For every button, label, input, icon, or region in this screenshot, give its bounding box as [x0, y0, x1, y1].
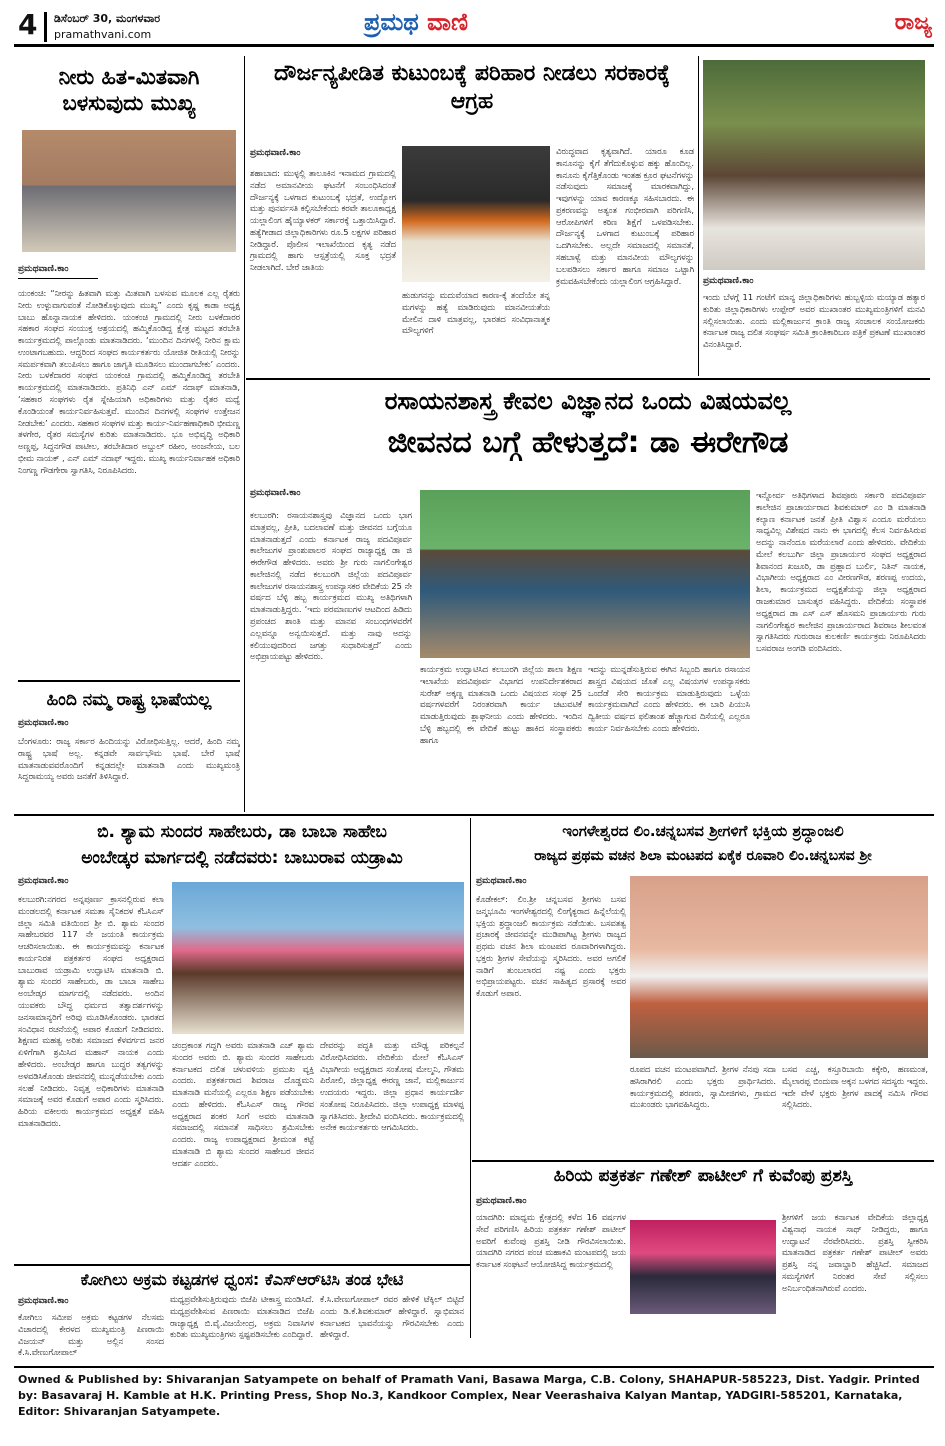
compensation-body-left: ಶಹಾಬಾದ: ಮುಳ್ಳಲ್ಲಿ ತಾಲೂಕಿನ ಇನಾಮದ ಗ್ರಾಮದಲ್ಲಿ ನಡೆದ ಅಮಾನವೀಯ ಘಟನೆಗೆ ಸಂಬಂಧಿಸಿದಂತೆ ದೌರ್ಜನ್ಯಕ್ಕೆ ಒಳಗಾದ ಕುಟುಂಬಕ್ಕೆ ಭದ್ರತೆ, ಉದ್ಯೋಗ ಮತ್ತು ಪುನರ್ವಸತಿ ಕಲ್ಪಿಸಬೇಕೆಂದು ಕರವೇ ತಾಲೂಕಾಧ್ಯಕ್ಷ ಯಲ್ಲಾಲಿಂಗ ಹೈಯ್ಯಾಳಕರ್ ಸರ್ಕಾರಕ್ಕೆ ಒತ್ತಾಯಿಸಿದ್ದಾರೆ. ಹತ್ಯೆಗೀಡಾದ ಜಿಲ್ಲಾಧಿಕಾರಿಗಳು ರೂ.5 ಲಕ್ಷಗಳ ಪರಿಹಾರ ನೀಡಿದ್ದಾರೆ. ಪೊಲೀಸ ಇಲಾಖೆಯಿಂದ ಕೃತ್ಯ ನಡೆದ ಗ್ರಾಮದಲ್ಲಿ ಹಾಗು ಆಸ್ಪತ್ರೆಯಲ್ಲಿ ಸೂಕ್ತ ಭದ್ರತೆ ನೀಡಲಾಗಿದೆ. ಬೇರೆ ಜಾತಿಯ — [250, 168, 396, 273]
compensation-body-right: ವಿರುದ್ಧವಾದ ಕೃತ್ಯವಾಗಿದೆ. ಯಾರೂ ಕೂಡ ಕಾನೂನನ್ನು ಕೈಗೆ ತೆಗೆದುಕೊಳ್ಳುವ ಹಕ್ಕು ಹೊಂದಿಲ್ಲ. ಕಾನೂನು ಕೈಗೆತ್ತಿಕೊಂಡು ಇಂತಹ ಕ್ರೂರ ಘಟನೆಗಳನ್ನು ನಡೆಸುವುದು ಸಮಾಜಕ್ಕೆ ಮಾರಕವಾಗಿದ್ದು, ಇವುಗಳನ್ನು ಯಾವ ಕಾರಣಕ್ಕೂ ಸಹಿಸಬಾರದು. ಈ ಪ್ರಕರಣವನ್ನು ಅತ್ಯಂತ ಗಂಭೀರವಾಗಿ ಪರಿಗಣಿಸಿ, ಆರೋಪಿಗಳಿಗೆ ಕಠಿಣ ಶಿಕ್ಷೆಗೆ ಒಳಪಡಿಸಬೇಕು. ದೌರ್ಜನ್ಯಕ್ಕೆ ಒಳಗಾದ ಕುಟುಂಬಕ್ಕೆ ಪರಿಹಾರ ಒದಗಿಸಬೇಕು. ಅಲ್ಲದೇ ಸಮಾಜದಲ್ಲಿ ಸಮಾನತೆ, ಸಹಬಾಳ್ವೆ ಮತ್ತು ಮಾನವೀಯ ಮೌಲ್ಯಗಳನ್ನು ಬಲಪಡಿಸಲು ಸರ್ಕಾರ ಹಾಗೂ ಸಮಾಜ ಒಟ್ಟಾಗಿ ಕ್ರಮವಹಿಸಬೇಕೆಂದು ಯಲ್ಲಾಲಿಂಗ ಆಗ್ರಹಿಸಿದ್ದಾರೆ. — [556, 146, 694, 286]
water-byline-rule — [18, 278, 98, 279]
basava-headline-1: ಇಂಗಳೇಶ್ವರದ ಲಿಂ.ಚನ್ನಬಸವ ಶ್ರೀಗಳಿಗೆ ಭಕ್ತಿಯ ಶ್ರದ್ಧಾಂಜಲಿ — [562, 822, 844, 840]
compensation-body-mid: ಹುಡುಗನನ್ನು ಮದುವೆಯಾದ ಕಾರಣ-ಕ್ಕೆ ತಂದೆಯೇ ತನ್ನ ಮಗಳನ್ನು ಹತ್ಯೆ ಮಾಡಿರುವುದು ಮಾನವೀಯತೆಯ ಮೇಲಿನ ದಾಳಿ ಮಾತ್ರವಲ್ಲ, ಭಾರತದ ಸಂವಿಧಾನಾತ್ಮಕ ಮೌಲ್ಯಗಳಿಗೆ — [402, 290, 550, 336]
row-rule-4 — [472, 1160, 934, 1162]
basava-tribute-photo — [630, 876, 928, 1058]
hindi-body: ಬೆಂಗಳೂರು: ರಾಜ್ಯ ಸರ್ಕಾರ ಹಿಂದಿಯನ್ನು ವಿರೋಧಿಸುತ್ತಿಲ್ಲ. ಆದರೆ, ಹಿಂದಿ ನಮ್ಮ ರಾಷ್ಟ್ರ ಭಾಷೆ ಅಲ್ಲ. ಕನ್ನಡವೇ ಸಾರ್ವಭೌಮ ಭಾಷೆ. ಬೇರೆ ಭಾಷೆ ಮಾತನಾಡುವವರೊಂದಿಗೆ ಕನ್ನಡದಲ್ಲೇ ಮಾತನಾಡಿ ಎಂದು ಮುಖ್ಯಮಂತ್ರಿ ಸಿದ್ದರಾಮಯ್ಯ ಅವರು ಜನತೆಗೆ ತಿಳಿಸಿದ್ದಾರೆ. — [18, 736, 240, 782]
title-word-1: ಪ್ರಮಥ — [364, 8, 419, 36]
row-rule-1 — [246, 378, 930, 380]
ambedkar-byline: ಪ್ರಮಥವಾಣಿ.ಕಾಂ — [18, 876, 69, 886]
ganesh-body-col2: ಶ್ರೀಗಳಿಗೆ ಜಯ ಕರ್ನಾಟಕ ವೇದಿಕೆಯ ಜಿಲ್ಲಾಧ್ಯಕ್ಷ ವಿಶ್ವನಾಥ ನಾಯಕ ಸಾಥ್ ನೀಡಿದ್ದರು, ಹಾಗೂ ಉದ್ಘಾಟನೆ ನೆರವೇರಿಸಿದರು. ಪ್ರಶಸ್ತಿ ಸ್ವೀಕರಿಸಿ ಮಾತನಾಡಿದ ಪತ್ರಕರ್ತ ಗಣೇಶ್ ಪಾಟೀಲ್ ಅವರು ಪ್ರಶಸ್ತಿ ನನ್ನ ಜವಾಬ್ದಾರಿ ಹೆಚ್ಚಿಸಿದೆ. ಸಮಾಜದ ಸಮಸ್ಯೆಗಳಿಗೆ ನಿರಂತರ ಸೇವೆ ಸಲ್ಲಿಸಲು ಅನಿರ್ಬಂಧಿತನಾಗಿರುವೆ ಎಂದರು. — [782, 1212, 928, 1293]
chemistry-body-col2b: ಇದನ್ನು ಮುನ್ನಡೆಸುತ್ತಿರುವ ಈಗಿನ ಸಿಬ್ಬಂದಿ ಹಾಗೂ ರಸಾಯನ ಶಾಸ್ತ್ರದ ವಿಷಯದ ಜೊತೆ ಎಲ್ಲ ವಿಷಯಗಳ ಉಪನ್ಯಾಸಕರು ಒಂದೆಡೆ ಸೇರಿ ಕಾರ್ಯಕ್ರಮ ಮಾಡುತ್ತಿರುವುದು ಒಳ್ಳೆಯ ಕಾರ್ಯಕ್ರಮವಾಗಿದೆ ಎಂದು ಹೇಳಿದರು. ಈ ಬಾರಿ ಪಿಯುಸಿ ದ್ವಿತೀಯ ವರ್ಷದ ಫಲಿತಾಂಶ ಹೆಚ್ಚಾಗುವ ದಿಸೆಯಲ್ಲಿ ಎಲ್ಲರೂ ಕಾರ್ಯ ನಿರ್ವಹಿಸಬೇಕು ಎಂದು ಹೇಳಿದರು. — [588, 664, 750, 733]
ambedkar-body-col2: ಚಂದ್ರಕಾಂತ ಗದ್ದಗಿ ಅವರು ಮಾತನಾಡಿ ಎಚ್ ಶ್ಯಾಮ ಸುಂದರ ಅವರು ಬಿ. ಶ್ಯಾಮ ಸುಂದರ ಸಾಹೇಬರು ಕರ್ನಾಟಕದ ದಲಿತ ಚಳುವಳಿಯ ಪ್ರಮುಖ ವ್ಯಕ್ತಿ ಎಂದರು. ಪತ್ರಕರ್ತರಾದ ಶಿವರಾಜ ದೊಡ್ಡಮನಿ ಮಾತನಾಡಿ ಮನೆಯಲ್ಲಿ ಎಲ್ಲರೂ ಶಿಕ್ಷಣ ಪಡೆಯಬೇಕು ಎಂದು ಹೇಳಿದರು. ಕೆಓಸಿಎಸ್ ರಾಜ್ಯ ಗೌರವ ಅಧ್ಯಕ್ಷರಾದ ಶಂಕರ ಸಿಂಗೆ ಅವರು ಮಾತನಾಡಿ ಸಮಾಜದಲ್ಲಿ ಸಮಾನತೆ ಸಾಧಿಸಲು ಶ್ರಮಿಸಬೇಕು ಎಂದರು. ರಾಜ್ಯ ಉಪಾಧ್ಯಕ್ಷರಾದ ಶ್ರೀಮಂತ ಕಟ್ಟೆ ಮಾತನಾಡಿ ಬಿ ಶ್ಯಾಮ ಸುಂದರ ಸಾಹೇಬರ ಜೀವನ ಆದರ್ಶ ಎಂದರು. — [172, 1040, 314, 1168]
imprint-footer: Owned & Published by: Shivaranjan Satyampete on behalf of Pramath Vani, Basawa Marga, C.B. Colony, SHAHAPUR-585223, Dist. Yadgir. Printed by: Basavaraj H. Kamble at H.K. Printing Press, Shop No.3, Kandkoor Complex, Near Veerashaiva Kalyan Mantap, YADGIRI-585201, Karnataka, Editor: Shivaranjan Satyampete. — [18, 1373, 920, 1418]
ambedkar-headline-2: ಅಂಬೇಡ್ಕರ ಮಾರ್ಗದಲ್ಲಿ ನಡೆದವರು: ಬಾಬುರಾವ ಯಡ್ರಾಮಿ — [81, 848, 403, 868]
elder-portrait — [703, 60, 925, 270]
kogilu-body-col2: ಮಧ್ಯಪ್ರವೇಶಿಸುತ್ತಿರುವುದು ಬಿಜೆಪಿ ಟೀಕಾಸ್ತ್ರ ಮಂಡಿಸಿದೆ. ಮಧ್ಯಪ್ರವೇಶಿಸುವ ಪಿಣರಾಯಿ ಮಾತನಾಡಿದ ಬಿಜೆಪಿ ರಾಜ್ಯಾಧ್ಯಕ್ಷ ಬಿ.ವೈ.ವಿಜಯೇಂದ್ರ, ಅಕ್ರಮ ನಿವಾಸಿಗಳ ಕುರಿತು ಮುಖ್ಯಮಂತ್ರಿಗಳು ಸ್ಪಷ್ಟಪಡಿಸಬೇಕು ಎಂದಿದ್ದಾರೆ. — [170, 1294, 314, 1340]
ambedkar-event-photo — [172, 882, 464, 1034]
chemistry-body-col1: ಕಲಬುರಗಿ: ರಸಾಯನಶಾಸ್ತ್ರವು ವಿಜ್ಞಾನದ ಒಂದು ಭಾಗ ಮಾತ್ರವಲ್ಲ, ಪ್ರೀತಿ, ಬದಲಾವಣೆ ಮತ್ತು ಜೀವನದ ಬಗ್ಗೆಯೂ ಮಾತನಾಡುತ್ತದೆ ಎಂದು ಕರ್ನಾಟಕ ರಾಜ್ಯ ಪದವಿಪೂರ್ವ ಕಾಲೇಜುಗಳ ಪ್ರಾಂಶುಪಾಲರ ಸಂಘದ ರಾಜ್ಯಾಧ್ಯಕ್ಷ ಡಾ ಜಿ ಈರೇಗೌಡ ಹೇಳಿದರು. ಅವರು ಶ್ರೀ ಗುರು ನಾಗಲಿಂಗೇಶ್ವರ ಕಾಲೇಜಿನಲ್ಲಿ ನಡೆದ ಕಲಬುರಗಿ ಜಿಲ್ಲೆಯ ಪದವಿಪೂರ್ವ ಕಾಲೇಜುಗಳ ರಸಾಯನಶಾಸ್ತ್ರ ಉಪನ್ಯಾಸಕರ ವೇದಿಕೆಯ 25 ನೇ ವರ್ಷದ ಬೆಳ್ಳಿ ಹಬ್ಬ ಕಾರ್ಯಕ್ರಮದ ಮುಖ್ಯ ಅತಿಥಿಗಳಾಗಿ ಮಾತನಾಡುತ್ತಿದ್ದರು. ‘ಇದು ಪರಮಾಣುಗಳ ಆಟದಿಂದ ಹಿಡಿದು ಪ್ರಪಂಚದ ಶಾಂತಿ ಮತ್ತು ಮಾನವ ಸಂಬಂಧಗಳವರೆಗೆ ಎಲ್ಲವನ್ನೂ ಅನ್ವಯಿಸುತ್ತದೆ. ಮತ್ತು ನಾವು ಅದನ್ನು ಕಲಿಯುವುದರಿಂದ ಜಗತ್ತು ಸುಧಾರಿಸುತ್ತದೆ’ ಎಂದು ಅಭಿಪ್ರಾಯಪಟ್ಟು ಹೇಳಿದರು. — [250, 510, 412, 662]
basava-body-col1: ಕೊಡೇಕಲ್: ಲಿಂ.ಶ್ರೀ ಚನ್ನಬಸವ ಶ್ರೀಗಳು ಬಸವ ಜನ್ಮಭೂಮಿ ಇಂಗಳೇಶ್ವರದಲ್ಲಿ ಲಿಂಗೈಕ್ಯರಾದ ಹಿನ್ನೆಲೆಯಲ್ಲಿ ಭಕ್ತಿಯ ಶ್ರದ್ಧಾಂಜಲಿ ಕಾರ್ಯಕ್ರಮ ನಡೆಯಿತು. ಬಸವತತ್ವ ಪ್ರಚಾರಕ್ಕೆ ಜೀವನವನ್ನೇ ಮುಡಿಪಾಗಿಟ್ಟ ಶ್ರೀಗಳು ರಾಜ್ಯದ ಪ್ರಥಮ ವಚನ ಶಿಲಾ ಮಂಟಪದ ರೂವಾರಿಗಳಾಗಿದ್ದರು. ಭಕ್ತರು ಶ್ರೀಗಳ ಸೇವೆಯನ್ನು ಸ್ಮರಿಸಿದರು. ಅವರ ಅಗಲಿಕೆ ನಾಡಿಗೆ ತುಂಬಲಾರದ ನಷ್ಟ ಎಂದು ಭಕ್ತರು ಅಭಿಪ್ರಾಯಪಟ್ಟರು. ವಚನ ಸಾಹಿತ್ಯದ ಪ್ರಸಾರಕ್ಕೆ ಅವರ ಕೊಡುಗೆ ಅಪಾರ. — [476, 894, 626, 999]
ambedkar-body-col1: ಕಲಬುರಗಿ:ನಗರದ ಅನ್ನಪೂರ್ಣ ಕ್ರಾಸನಲ್ಲಿರುವ ಕಲಾ ಮಂಡಲದಲ್ಲಿ ಕರ್ನಾಟಕ ಸಮತಾ ಸೈನಿಕದಳ ಕೆಓಸಿಎಸ್ ಜಿಲ್ಲಾ ಸಮಿತಿ ವತಿಯಿಂದ ಶ್ರೀ ಬಿ. ಶ್ಯಾಮ ಸುಂದರ ಸಾಹೇಬರವರ 117 ನೇ ಜಯಂತಿ ಕಾರ್ಯಕ್ರಮ ಆಚರಿಸಲಾಯಿತು. ಈ ಕಾರ್ಯಕ್ರಮವನ್ನು ಕರ್ನಾಟಕ ಕಾರ್ಯನಿರತ ಪತ್ರಕರ್ತರ ಸಂಘದ ಅಧ್ಯಕ್ಷರಾದ ಬಾಬುರಾವ ಯಡ್ರಾಮಿ ಉದ್ಘಾಟಿಸಿ ಮಾತನಾಡಿ ಬಿ. ಶ್ಯಾಮ ಸುಂದರ ಸಾಹೇಬರು, ಡಾ ಬಾಬಾ ಸಾಹೇಬ ಅಂಬೇಡ್ಕರ ಮಾರ್ಗದಲ್ಲಿ ನಡೆದವರು. ಅಂದಿನ ಯುವಕರು ಬೌದ್ಧ ಧರ್ಮದ ತತ್ವಾದರ್ಶಗಳನ್ನು ಜನಸಾಮಾನ್ಯರಿಗೆ ಅರಿವು ಮೂಡಿಸಿಕೊಂಡರು. ಭಾರತದ ಸಂವಿಧಾನ ರಚನೆಯಲ್ಲಿ ಅಪಾರ ಕೊಡುಗೆ ನೀಡಿದವರು. ಶಿಕ್ಷಣದ ಮಹತ್ವ ಅರಿತು ಸಮಾಜದ ಕೆಳವರ್ಗದ ಜನರ ಏಳಿಗೆಗಾಗಿ ಶ್ರಮಿಸಿದ ಮಹಾನ್ ನಾಯಕ ಎಂದು ಹೇಳಿದರು. ಅಂಬೇಡ್ಕರ ಹಾಗೂ ಬುದ್ಧರ ತತ್ವಗಳನ್ನು ಅಳವಡಿಸಿಕೊಂಡು ಜೀವನದಲ್ಲಿ ಮುನ್ನಡೆಯಬೇಕು ಎಂದು ಸಲಹೆ ನೀಡಿದರು. ನಿವೃತ್ತ ಅಧಿಕಾರಿಗಳು ಮಾತನಾಡಿ ಸಮಾಜಕ್ಕೆ ಅವರ ಕೊಡುಗೆ ಅಪಾರ ಎಂದು ಸ್ಮರಿಸಿದರು. ಹಿರಿಯ ವಕೀಲರು ಕಾರ್ಯಕ್ರಮದ ಅಧ್ಯಕ್ಷತೆ ವಹಿಸಿ ಮಾತನಾಡಿದರು. — [18, 894, 164, 1128]
water-byline: ಪ್ರಮಥವಾಣಿ.ಕಾಂ — [18, 264, 69, 274]
basava-headline-2: ರಾಜ್ಯದ ಪ್ರಥಮ ವಚನ ಶಿಲಾ ಮಂಟಪದ ಏಕೈಕ ರೂವಾರಿ ಲಿಂ.ಚನ್ನಬಸವ ಶ್ರೀ — [534, 848, 872, 864]
chemistry-event-photo — [420, 490, 750, 658]
page-number: 4 — [18, 8, 38, 41]
chemistry-headline-1: ರಸಾಯನಶಾಸ್ತ್ರ ಕೇವಲ ವಿಜ್ಞಾನದ ಒಂದು ವಿಷಯವಲ್ಲ — [384, 387, 792, 415]
section-label: ರಾಜ್ಯ — [894, 10, 932, 35]
basava-body-col3: ಬಸವ ಎಚ್ಚ, ಕಸ್ತೂರಿಬಾಯಿ ಕಕ್ಕೇರಿ, ಹಣಮಂತ, ಮೈಲಾರಪ್ಪ ಬಿಂದುವಾ ಅಕ್ಕನ ಬಳಗದ ಸದಸ್ಯರು ಇದ್ದರು. ಇದೇ ವೇಳೆ ಭಕ್ತರು ಶ್ರೀಗಳ ಪಾದಕ್ಕೆ ನಮಿಸಿ ಗೌರವ ಸಲ್ಲಿಸಿದರು. — [782, 1064, 928, 1110]
chemistry-byline: ಪ್ರಮಥವಾಣಿ.ಕಾಂ — [250, 488, 301, 498]
basava-body-col2: ರೂಪದ ವಚನ ಮಂಟಪವಾಗಿದೆ. ಶ್ರೀಗಳ ನೆನಪು ಸದಾ ಹಸಿರಾಗಿರಲಿ ಎಂದು ಭಕ್ತರು ಪ್ರಾರ್ಥಿಸಿದರು. ಕಾರ್ಯಕ್ರಮದಲ್ಲಿ ಶರಣರು, ಸ್ವಾಮೀಜಿಗಳು, ಗ್ರಾಮದ ಮುಖಂಡರು ಭಾಗವಹಿಸಿದ್ದರು. — [630, 1064, 776, 1110]
masthead-rule — [14, 44, 934, 47]
issue-date: ಡಿಸೆಂಬರ್ 30, ಮಂಗಳವಾರ — [54, 12, 161, 25]
column-rule-1 — [244, 56, 245, 812]
masthead — [14, 6, 934, 46]
water-meeting-photo — [22, 130, 236, 252]
basava-byline: ಪ್ರಮಥವಾಣಿ.ಕಾಂ — [476, 876, 527, 886]
column-rule-3 — [470, 818, 471, 1338]
kogilu-body-col3: ಕೆ.ಸಿ.ವೇಣುಗೋಪಾಲ್ ರವರ ಹೇಳಿಕೆ ಟೆಕ್ಕಿಲ್ ಬಿಟ್ಟಿದೆ ಎಂದು ಡಿ.ಕೆ.ಶಿವಕುಮಾರ್ ಹೇಳಿದ್ದಾರೆ. ಸ್ವಾಭಿಮಾನ ಕರ್ನಾಟಕದ ಭಾವನೆಯನ್ನು ಗೌರವಿಸಬೇಕು ಎಂದು ಹೇಳಿದ್ದಾರೆ. — [320, 1294, 464, 1340]
ganesh-byline: ಪ್ರಮಥವಾಣಿ.ಕಾಂ — [476, 1196, 527, 1206]
column-rule-2 — [698, 56, 699, 376]
compensation-portrait — [402, 146, 550, 282]
water-headline: ನೀರು ಹಿತ-ಮಿತವಾಗಿ ಬಳಸುವುದು ಮುಖ್ಯ — [58, 65, 200, 116]
water-end-rule — [18, 680, 240, 682]
ganesh-body-col1: ಯಾದಗಿರಿ: ಮಾಧ್ಯಮ ಕ್ಷೇತ್ರದಲ್ಲಿ ಕಳೆದ 16 ವರ್ಷಗಳ ಸೇವೆ ಪರಿಗಣಿಸಿ ಹಿರಿಯ ಪತ್ರಕರ್ತ ಗಣೇಶ್ ಪಾಟೀಲ್ ಅವರಿಗೆ ಕುವೆಂಪು ಪ್ರಶಸ್ತಿ ನೀಡಿ ಗೌರವಿಸಲಾಯಿತು. ಯಾದಗಿರಿ ನಗರದ ಪಂಚ ಮಹಾಕವಿ ಮಂಟಪದಲ್ಲಿ ಜಯ ಕರ್ನಾಟಕ ಸಂಘಟನೆ ಆಯೋಜಿಸಿದ್ದ ಕಾರ್ಯಕ್ರಮದಲ್ಲಿ — [476, 1212, 626, 1270]
newspaper-title — [364, 8, 468, 36]
compensation-headline: ದೌರ್ಜನ್ಯಪೀಡಿತ ಕುಟುಂಬಕ್ಕೆ ಪರಿಹಾರ ನೀಡಲು ಸರಕಾರಕ್ಕೆ ಆಗ್ರಹ — [274, 61, 670, 114]
kogilu-headline: ಕೋಗಿಲು ಅಕ್ರಮ ಕಟ್ಟಡಗಳ ಧ್ವಂಸ: ಕೆಎಸ್‌ಆರ್‌ಟಿಸಿ ತಂಡ ಭೇಟಿ — [80, 1270, 404, 1289]
gandhi-byline: ಪ್ರಮಥವಾಣಿ.ಕಾಂ — [703, 276, 754, 286]
water-body: ಯಂಕಂಚಿ: “ನೀರನ್ನು ಹಿತವಾಗಿ ಮತ್ತು ಮಿತವಾಗಿ ಬಳಸುವ ಮೂಲಕ ಎಲ್ಲ ರೈತರು ನೀರು ಉಳ್ಳುವಾಗುವಂತೆ ನೋಡಿಕೊಳ್ಳುವುದು ಮುಖ್ಯ” ಎಂದು ಕೃಷ್ಣ ಕಾಡಾ ಅಧ್ಯಕ್ಷ ಬಾಬು ಹೊನ್ನಾನಾಯಕ ಹೇಳಿದರು. ಯಂಕಂಚಿ ಗ್ರಾಮದಲ್ಲಿ ನೀರು ಬಳಕೆದಾರರ ಸಹಕಾರ ಸಂಘದ ಸಂಯುಕ್ತ ಆಶ್ರಯದಲ್ಲಿ ಹಮ್ಮಿಕೊಂಡಿದ್ದ ಕ್ಷೇತ್ರ ಮಟ್ಟದ ತರಬೇತಿ ಕಾರ್ಯಕ್ರಮದಲ್ಲಿ ಪಾಲ್ಗೊಂಡು ಮಾತನಾಡಿದರು. ‘ಮುಂದಿನ ದಿನಗಳಲ್ಲಿ ನೀರಿನ ಕ್ಷಾಮ ಉಂಟಾಗಬಹುದು. ಆದ್ದರಿಂದ ಸಂಘದ ಕಾರ್ಯಕರ್ತರು ಯೋಜಿತ ರೀತಿಯಲ್ಲಿ ನೀರನ್ನು ಸಮರ್ಪಕವಾಗಿ ತಲುಪಿಸಲು ಹಾಗೂ ಜಾಗೃತಿ ಮೂಡಿಸಲು ಮುಂದಾಗಬೇಕು’ ಎಂದರು. ನೀರು ಬಳಕೆದಾರರ ಸಂಘದ ಯಂಕಂಚಿ ಗ್ರಾಮದಲ್ಲಿ ಹಮ್ಮಿಕೊಂಡಿದ್ದ ತರಬೇತಿ ಕಾರ್ಯಕ್ರಮದಲ್ಲಿ ಮಾತನಾಡಿದರು. ಪ್ರತಿನಿಧಿ ಎನ್ ಎಮ್ ನದಾಫ್ ಮಾತನಾಡಿ, ‘ಸಹಕಾರ ಸಂಘಗಳು ರೈತ ಸ್ನೇಹಿಯಾಗಿ ಅಧಿಕಾರಿಗಳು ಮತ್ತು ರೈತರ ಮಧ್ಯೆ ಕೊಂಡಿಯಂತೆ ಕಾರ್ಯನಿರ್ವಹಿಸುತ್ತವೆ. ಮುಂದಿನ ದಿನಗಳಲ್ಲಿ ಸಂಘಗಳ ಉತ್ತೇಜನ ನೀಡಬೇಕು’ ಎಂದರು. ಸಹಕಾರ ಸಂಘಗಳ ಮತ್ತು ಕಾರ್ಯ-ನಿರ್ವಹಣಾಧಿಕಾರಿ ಭೀಮಣ್ಣ ತಳಗೇರ, ರೈತರ ಸಮಸ್ಯೆಗಳ ಕುರಿತು ಮಾತನಾಡಿದರು. ಭೂ ಅಭಿವೃದ್ಧಿ ಅಧಿಕಾರಿ ಅಣ್ಣಪ್ಪ, ಸಿದ್ದನಗೌಡ ಪಾಟೀಲ, ತರಬೇತಿದಾರ ಅಬ್ದುಲ್ ರಹೀಂ, ಅಂಜನೇಯ, ಬಲ ಭೀಮ ನಾಯಕ್ , ಎನ್ ಎಮ್ ನದಾಫ್ ಇದ್ದರು. ಮುಖ್ಯ ಕಾರ್ಯನಿರ್ವಾಹಕ ಅಧಿಕಾರಿ ನಿಂಗಣ್ಣ ಗೌಡಗೇರಾ ಸ್ವಾಗತಿಸಿ, ನಿರೂಪಿಸಿದರು. — [18, 288, 240, 475]
ambedkar-headline-1: ಬಿ. ಶ್ಯಾಮ ಸುಂದರ ಸಾಹೇಬರು, ಡಾ ಬಾಬಾ ಸಾಹೇಬ — [97, 822, 387, 842]
kogilu-byline: ಪ್ರಮಥವಾಣಿ.ಕಾಂ — [18, 1296, 69, 1306]
hindi-byline: ಪ್ರಮಥವಾಣಿ.ಕಾಂ — [18, 718, 69, 728]
website[interactable]: pramathvani.com — [54, 28, 152, 41]
ganesh-headline: ಹಿರಿಯ ಪತ್ರಕರ್ತ ಗಣೇಶ್ ಪಾಟೀಲ್ ಗೆ ಕುವೆಂಪು ಪ್ರಶಸ್ತಿ — [553, 1166, 853, 1186]
chemistry-body-col3: ಇನ್ನೋರ್ವ ಅತಿಥಿಗಳಾದ ಶಿವಪೂರು ಸರ್ಕಾರಿ ಪದವಿಪೂರ್ವ ಕಾಲೇಜಿನ ಪ್ರಾಚಾರ್ಯರಾದ ಶಿವಕುಮಾರ್ ಎಂ ಡಿ ಮಾತನಾಡಿ ಕಲ್ಯಾಣ ಕರ್ನಾಟಕ ಜನತೆ ಪ್ರೀತಿ ವಿಶ್ವಾಸ ಎಂದೂ ಮರೆಯಲು ಸಾಧ್ಯವಿಲ್ಲ ವಿಶೇಷದ ನಾನು ಈ ಭಾಗದಲ್ಲಿ ಕೆಲಸ ನಿರ್ವಹಿಸಿರುವ ಅದನ್ನು ನಾನೆಂದೂ ಮರೆಯಲಾರೆ ಎಂದು ಹೇಳಿದರು. ವೇದಿಕೆಯ ಮೇಲೆ ಕಲಬುರ್ಗಿ ಜಿಲ್ಲಾ ಪ್ರಾಚಾರ್ಯರ ಸಂಘದ ಅಧ್ಯಕ್ಷರಾದ ಶಿವಾನಂದ ಖಜೂರಿ, ಡಾ ಪ್ರಹ್ಲಾದ ಬುರ್ಲಿ, ನಿತಿನ್ ನಾಯಕ, ವಿಭಾಗೀಯ ಅಧ್ಯಕ್ಷರಾದ ಎಂ ವೀರಣಗೌಡ, ಶರಣಪ್ಪ ಉದಯ, ಶಿಲಾ, ಕಾರ್ಯಕ್ರಮದ ಅಧ್ಯಕ್ಷತೆಯನ್ನು ಜಿಲ್ಲಾ ಅಧ್ಯಕ್ಷರಾದ ರಾಜಕುಮಾರ ಬಾಸುತ್ಕರ ವಹಿಸಿದ್ದರು. ವೇದಿಕೆಯ ಸಂಸ್ಥಾಪಕ ಅಧ್ಯಕ್ಷರಾದ ಡಾ ಎಸ್ ಎಸ್ ಹೊಸಮನಿ ಪ್ರಾಚಾರ್ಯರು ಗುರು ನಾಗಲಿಂಗೇಶ್ವರ ಕಾಲೇಜಿನ ಪ್ರಾಚಾರ್ಯರಾದ ಶಿವರಾಜ ಶೀಲವಂತ ಸ್ವಾಗತಿಸಿದರು ಗುರುರಾಜ ಕುಲಕರ್ಣಿ ಕಾರ್ಯಕ್ರಮ ನಿರೂಪಿಸಿದರು ಬಸವರಾಜ ಅಂಗಡಿ ವಂದಿಸಿದರು. — [756, 490, 926, 654]
chemistry-headline-2: ಜೀವನದ ಬಗ್ಗೆ ಹೇಳುತ್ತದೆ: ಡಾ ಈರೇಗೌಡ — [387, 425, 789, 460]
title-word-2: ವಾಣಿ — [427, 8, 469, 36]
footer-rule — [14, 1366, 934, 1368]
row-rule-3 — [14, 1264, 470, 1266]
ganesh-award-photo — [630, 1220, 776, 1314]
compensation-byline: ಪ್ರಮಥವಾಣಿ.ಕಾಂ — [250, 148, 301, 158]
row-rule-2 — [14, 814, 934, 816]
chemistry-body-col2a: ಕಾರ್ಯಕ್ರಮ ಉದ್ಘಾಟಿಸಿದ ಕಲಬುರಗಿ ಜಿಲ್ಲೆಯ ಶಾಲಾ ಶಿಕ್ಷಣ ಇಲಾಖೆಯ ಪದವಿಪೂರ್ವ ವಿಭಾಗದ ಉಪನಿರ್ದೇಶಕರಾದ ಸುರೇಶ್ ಅಕ್ಕಣ್ಣ ಮಾತನಾಡಿ ಒಂದು ವಿಷಯದ ಸಂಘ 25 ವರ್ಷಗಳವರೆಗೆ ನಿರಂತರವಾಗಿ ಕಾರ್ಯ ಚಟುವಟಿಕೆ ಮಾಡುತ್ತಿರುವುದು ಶ್ಲಾಘನೀಯ ಎಂದು ಹೇಳಿದರು. ಇಂದಿನ ಬೆಳ್ಳಿ ಹಬ್ಬದಲ್ಲಿ ಈ ವೇದಿಕೆ ಹುಟ್ಟು ಹಾಕಿದ ಸಂಸ್ಥಾಪಕರು ಹಾಗೂ — [420, 664, 582, 745]
masthead-divider — [44, 12, 47, 42]
ambedkar-body-col3: ದೇವರನ್ನು ಪದ್ಧತಿ ಮತ್ತು ಮೌಢ್ಯ ಪರಿಕಲ್ಪನೆ ವಿರೋಧಿಸಿದವರು. ವೇದಿಕೆಯ ಮೇಲೆ ಕೆಓಸಿಎಸ್ ವಿಭಾಗೀಯ ಅಧ್ಯಕ್ಷರಾದ ಸಂತೋಷ ಮೇಲ್ಮನಿ, ಗೌತಮ ಪಿರೋಲಿ, ಜಿಲ್ಲಾಧ್ಯಕ್ಷ ಈರಣ್ಣ ಜಾನೆ, ಮಲ್ಲಿಕಾರ್ಜುನ ಉದಯರು ಇದ್ದರು. ಜಿಲ್ಲಾ ಪ್ರಧಾನ ಕಾರ್ಯದರ್ಶಿ ಸಂತೋಷ ನಿರೂಪಿಸಿದರು. ಜಿಲ್ಲಾ ಉಪಾಧ್ಯಕ್ಷ ಮಾಳಪ್ಪ ಸ್ವಾಗತಿಸಿದರು. ಶ್ರೀದೇವಿ ವಂದಿಸಿದರು. ಕಾರ್ಯಕ್ರಮದಲ್ಲಿ ಅನೇಕ ಕಾರ್ಯಕರ್ತರು ಆಗಮಿಸಿದರು. — [320, 1040, 464, 1133]
kogilu-body-col1: ಕೋಗಿಲು ಸಮೀಪ ಅಕ್ರಮ ಕಟ್ಟಡಗಳ ನೆಲಸಮ ವಿಚಾರದಲ್ಲಿ ಕೇರಳದ ಮುಖ್ಯಮಂತ್ರಿ ಪಿಣರಾಯಿ ವಿಜಯನ್ ಮತ್ತು ಅಲ್ಲಿನ ಸಂಸದ ಕೆ.ಸಿ.ವೇಣುಗೋಪಾಲ್ — [18, 1312, 164, 1358]
gandhi-body: ಇಂದು ಬೆಳಗ್ಗೆ 11 ಗಂಟೆಗೆ ಮಾನ್ಯ ಜಿಲ್ಲಾಧಿಕಾರಿಗಳು ಹುಬ್ಬಳ್ಳಿಯ ಮಯ್ಯಾಡ ಹತ್ಯಾರ ಕುರಿತು ಜಿಲ್ಲಾಧಿಕಾರಿಗಳು ಉಪ್ಪೇರ್ ಅವರ ಮುಖಾಂತರ ಮುಖ್ಯಮಂತ್ರಿಗಳಿಗೆ ಮನವಿ ಸಲ್ಲಿಸಲಾಯಿತು. ಎಂದು ಮಲ್ಲಿಕಾರ್ಜುನ ಕ್ರಾಂತಿ ರಾಜ್ಯ ಸಂಚಾಲಕ ಸಂಯೋಜಕರು ಕರ್ನಾಟಕ ರಾಜ್ಯ ದಲಿತ ಸಂಘರ್ಷ ಸಮಿತಿ ಕ್ರಾಂತಿಕಾರಿಬಣ ಪತ್ರಿಕೆ ಪ್ರಕಟಣೆ ಮುಖಾಂತರ ವಿನಂತಿಸಿದ್ದಾರೆ. — [703, 292, 925, 350]
hindi-headline: ಹಿಂದಿ ನಮ್ಮ ರಾಷ್ಟ್ರ ಭಾಷೆಯಲ್ಲ — [46, 690, 212, 710]
